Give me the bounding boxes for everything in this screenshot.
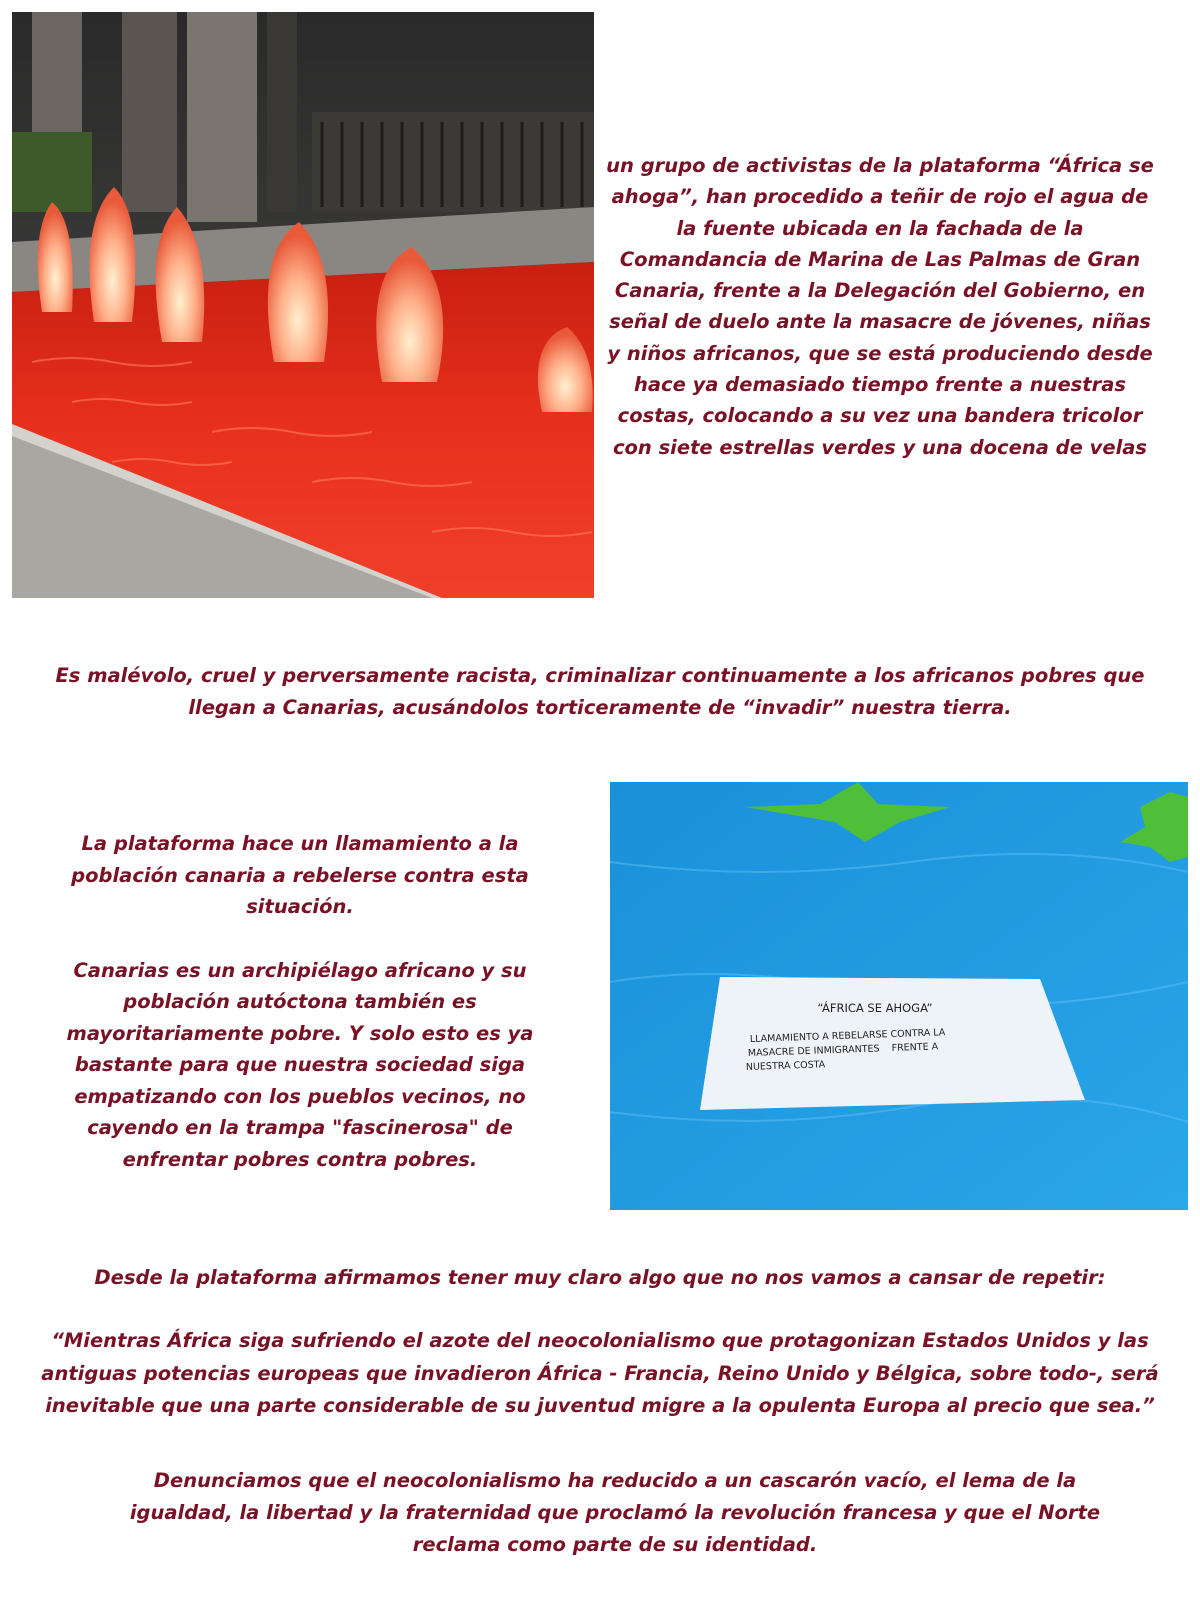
intro-paragraph: un grupo de activistas de la plataforma “África se ahoga”, han procedido a teñir de rojo el agua de la fuente ubicada en la fachada de la Comandancia de Marina de Las Palmas de Gran Canaria, frente a la Delegación del Gobierno, en señal de duelo ante la masacre de jóvenes, niñas y niños africanos, que se está produciendo desde hace ya demasiado tiempo frente a nuestras costas, colocando a su vez una bandera tricolor con siete estrellas verdes y una docena de velas [606,154,1154,459]
red-fountain-photo-icon [12,12,594,598]
racism-paragraph: Es malévolo, cruel y perversamente racista, criminalizar continuamente a los africanos pobres que llegan a Canarias, acusándolos torticeramente de “invadir” nuestra tierra. [55,664,1145,719]
denounce-paragraph: Denunciamos que el neocolonialismo ha reducido a un cascarón vacío, el lema de la igualdad, la libertad y la fraternidad que proclamó la revolución francesa y que el Norte reclama como parte de su identidad. [129,1469,1101,1556]
note-line3: NUESTRA COSTA [745,1059,826,1073]
flag-photo [610,782,1188,1210]
call-paragraph: La plataforma hace un llamamiento a la población canaria a rebelerse contra esta situación. [71,832,529,918]
archipelago-paragraph: Canarias es un archipiélago africano y su población autóctona también es mayoritariamente pobre. Y solo esto es ya bastante para que nuestra sociedad siga empatizando con los pueblos vecinos, no cayendo en la trampa "fascinerosa" de enfrentar pobres contra pobres. [66,958,534,1171]
note-line2: MASACRE DE INMIGRANTES FRENTE A [747,1041,939,1059]
note-line1: LLAMAMIENTO A REBELARSE CONTRA LA [749,1027,946,1045]
fountain-photo [12,12,594,598]
affirm-paragraph: Desde la plataforma afirmamos tener muy claro algo que no nos vamos a cansar de repetir: [94,1266,1106,1289]
call-and-archipelago-block [40,828,560,1175]
quote-paragraph: “Mientras África siga sufriendo el azote del neocolonialismo que protagonizan Estados Unidos y las antiguas potencias europeas que invadieron África - Francia, Reino Unido y Bélgica, sobre todo-, será inevitable que una parte considerable de su juventud migre a la opulenta Europa al precio que sea.” [41,1329,1159,1417]
green-star-flag-photo-icon [610,782,1188,1210]
note-title: “ÁFRICA SE AHOGA” [817,1001,933,1015]
